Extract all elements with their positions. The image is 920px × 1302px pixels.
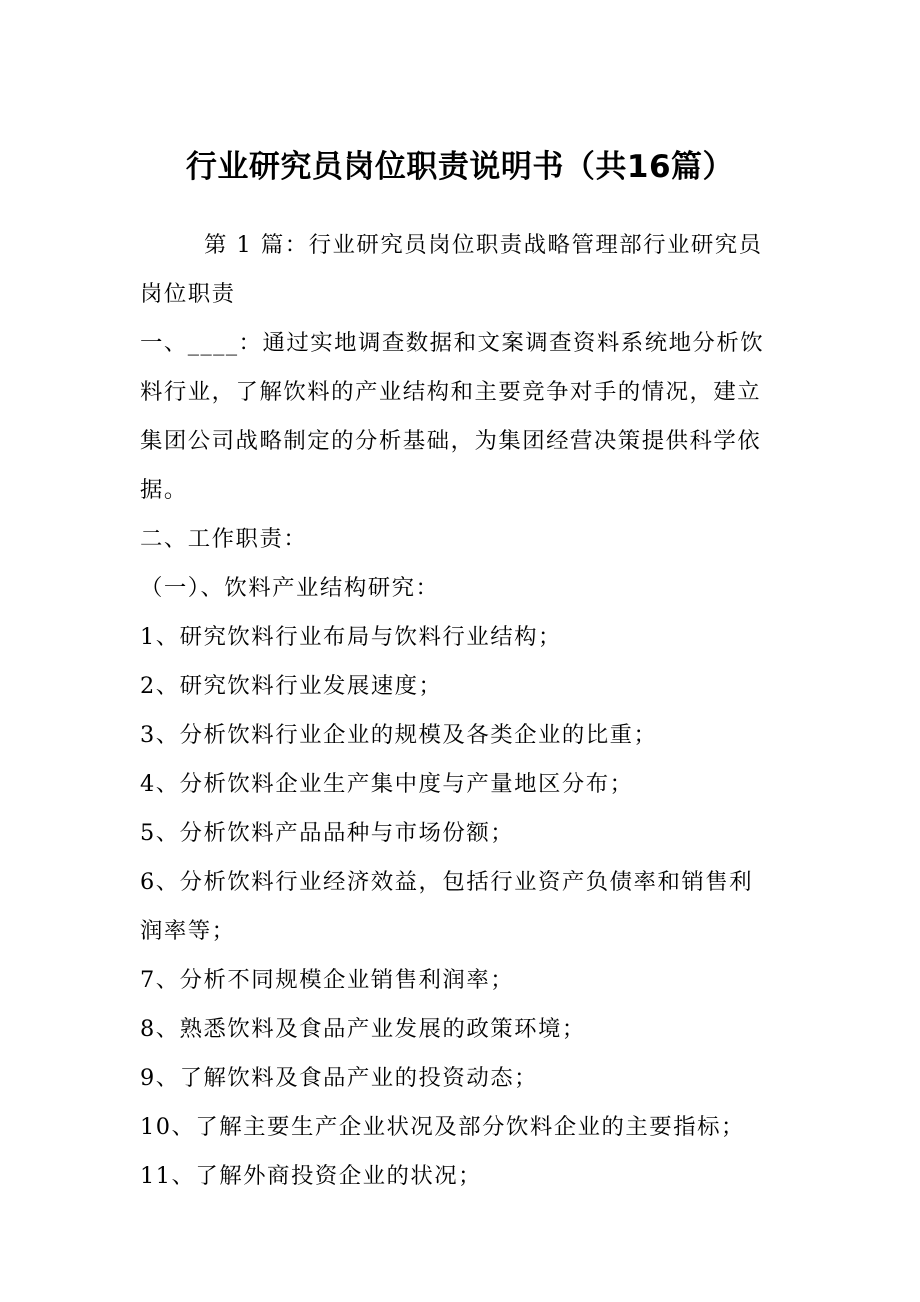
list-item: 4、分析饮料企业生产集中度与产量地区分布； [140, 771, 634, 797]
list-item-continuation: 润率等； [140, 918, 236, 944]
list-item: 2、研究饮料行业发展速度； [140, 673, 443, 699]
document-title: 行业研究员岗位职责说明书（共16篇） [185, 149, 735, 185]
paragraph-line: 第 1 篇：行业研究员岗位职责战略管理部行业研究员 [204, 232, 763, 258]
paragraph-line: 集团公司战略制定的分析基础，为集团经营决策提供科学依 [140, 428, 762, 454]
list-item: 8、熟悉饮料及食品产业发展的政策环境； [140, 1016, 586, 1042]
list-item: 5、分析饮料产品品种与市场份额； [140, 820, 515, 846]
paragraph-line: 据。 [140, 477, 188, 503]
paragraph-line: 岗位职责 [140, 281, 236, 307]
subsection-heading: （一）、饮料产业结构研究： [140, 575, 440, 601]
section-heading: 二、工作职责： [140, 526, 308, 552]
list-item: 9、了解饮料及食品产业的投资动态； [140, 1065, 538, 1091]
list-item: 6、分析饮料行业经济效益，包括行业资产负债率和销售利 [140, 869, 754, 895]
list-item: 7、分析不同规模企业销售利润率； [140, 967, 515, 993]
list-item: 3、分析饮料行业企业的规模及各类企业的比重； [140, 722, 658, 748]
list-item: 1、研究饮料行业布局与饮料行业结构； [140, 624, 562, 650]
paragraph-line: 料行业，了解饮料的产业结构和主要竞争对手的情况，建立 [140, 379, 762, 405]
list-item: 11、了解外商投资企业的状况； [140, 1163, 483, 1189]
document-body [140, 221, 785, 1201]
list-item: 10、了解主要生产企业状况及部分饮料企业的主要指标； [140, 1114, 745, 1140]
paragraph-line: 一、____：通过实地调查数据和文案调查资料系统地分析饮 [140, 330, 765, 356]
